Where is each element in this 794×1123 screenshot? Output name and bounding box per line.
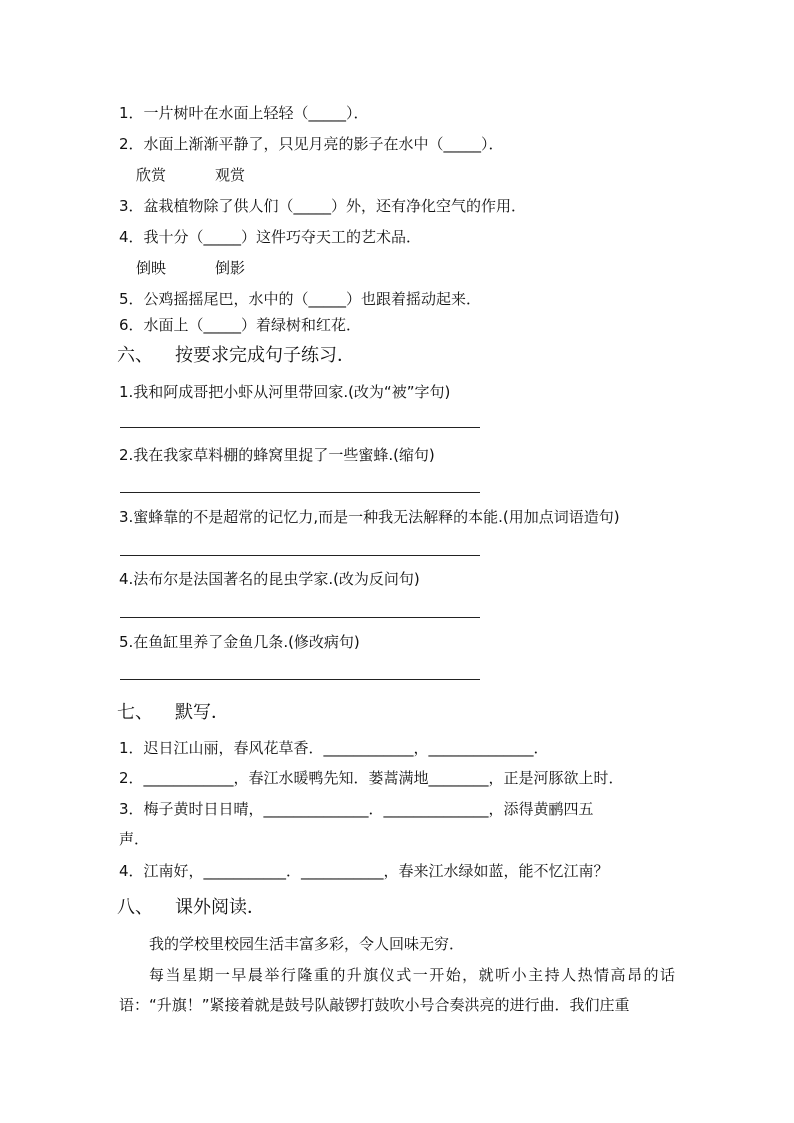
exercise-2: 2.我在我家草料棚的蜂窝里捉了一些蜜蜂.(缩句) — [119, 446, 435, 464]
exercise-4: 4.法布尔是法国著名的昆虫学家.(改为反问句) — [119, 570, 420, 588]
section-number: 八、 — [117, 897, 153, 918]
answer-line — [120, 427, 480, 428]
exercise-1: 1.我和阿成哥把小虾从河里带回家.(改为“被”字句) — [119, 383, 451, 401]
section-number: 六、 — [117, 345, 153, 366]
option-word: 倒映 — [136, 259, 167, 277]
section-title: 课外阅读． — [175, 897, 265, 918]
dictation-3-cont: 声． — [119, 830, 150, 848]
dictation-1: 1．迟日江山丽，春风花草香．____________，______________． — [119, 739, 549, 757]
question-6: 6．水面上（_____）着绿树和红花． — [119, 316, 362, 334]
answer-line — [120, 492, 480, 493]
exercise-5: 5.在鱼缸里养了金鱼几条.(修改病句) — [119, 633, 360, 651]
section-heading-8 — [117, 896, 265, 920]
answer-line — [120, 555, 480, 556]
answer-line — [120, 617, 480, 618]
section-number: 七、 — [117, 702, 153, 723]
question-4: 4．我十分（_____）这件巧夺天工的艺术品． — [119, 228, 422, 246]
question-3: 3．盆栽植物除了供人们（_____）外，还有净化空气的作用． — [119, 197, 527, 215]
question-1: 1．一片树叶在水面上轻轻（_____）． — [119, 104, 369, 122]
reading-paragraph-2: 每当星期一早晨举行隆重的升旗仪式一开始，就听小主持人热情高昂的话语：“升旗！”紧接着就是鼓号队敲锣打鼓吹小号合奏洪亮的进行曲．我们庄重 — [119, 966, 675, 1014]
question-5: 5．公鸡摇摇尾巴，水中的（_____）也跟着摇动起来． — [119, 290, 482, 308]
option-word: 倒影 — [215, 259, 246, 277]
dictation-2: 2．____________，春江水暖鸭先知．蒌蒿满地________，正是河豚欲上时． — [119, 769, 624, 787]
reading-paragraph-1: 我的学校里校园生活丰富多彩，令人回味无穷． — [149, 935, 465, 953]
dictation-4: 4．江南好，___________．___________，春来江水绿如蓝，能不忆江南？ — [119, 862, 609, 880]
section-heading-7 — [117, 701, 229, 725]
option-word: 欣赏 — [136, 166, 167, 184]
answer-line — [120, 679, 480, 680]
dictation-3: 3．梅子黄时日日晴，______________．______________，添得黄鹂四五 — [119, 800, 594, 818]
section-title: 按要求完成句子练习． — [175, 345, 355, 366]
section-heading-6 — [117, 344, 355, 368]
exercise-3: 3.蜜蜂靠的不是超常的记忆力,而是一种我无法解释的本能.(用加点词语造句) — [119, 508, 620, 526]
option-word: 观赏 — [215, 166, 246, 184]
question-2: 2．水面上渐渐平静了，只见月亮的影子在水中（_____）． — [119, 135, 504, 153]
section-title: 默写． — [175, 702, 229, 723]
